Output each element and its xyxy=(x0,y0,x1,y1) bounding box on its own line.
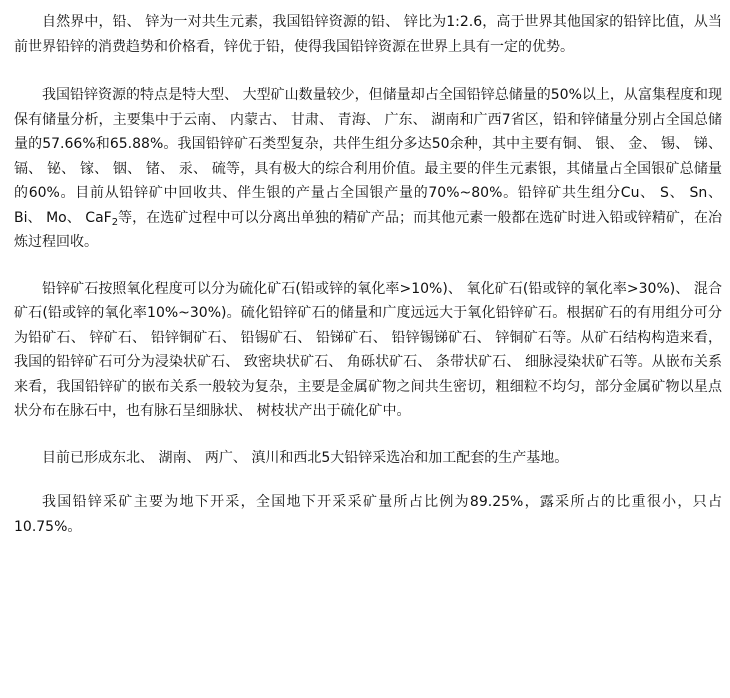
paragraph-text-continued: 等，在选矿过程中可以分离出单独的精矿产品；而其他元素一般都在选矿时进入铅或锌精矿，在冶炼过程回收。 xyxy=(14,209,722,250)
paragraph-production-bases: 目前已形成东北、 湖南、 两广、 滇川和西北5大铅锌采选冶和加工配套的生产基地。 xyxy=(42,449,569,466)
paragraph-resource-characteristics xyxy=(14,83,722,255)
paragraph-text: 我国铅锌资源的特点是特大型、 大型矿山数量较少，但储量却占全国铅锌总储量的50%以上，从富集程度和现保有储量分析，主要集中于云南、 内蒙古、 甘肃、 青海、 广东、 湖南和广西7省区，铅和锌储量分别占全国总储量的57.66%和65.88%。我国铅锌矿石类型复杂，共伴生组分多达50余种，其中主要有铜、 银、 金、 锡、 锑、 镉、 铋、 镓、 铟、 锗、 汞、 硫等，具有极大的综合利用价值。最主要的伴生元素银，其储量占全国银矿总储量的60%。目前从铅锌矿中回收共、伴生银的产量占全国银产量的70%~80%。铅锌矿共生组分Cu、 S、 Sn、 Bi、 Mo、 CaF xyxy=(14,87,722,226)
article-body xyxy=(14,10,722,539)
paragraph-lead-zinc-ratio: 自然界中，铅、 锌为一对共生元素，我国铅锌资源的铅、 锌比为1:2.6，高于世界其他国家的铅锌比值，从当前世界铅锌的消费趋势和价格看，锌优于铅，使得我国铅锌资源在世界上具有一定的优势。 xyxy=(14,14,722,55)
subscript-2: 2 xyxy=(111,216,119,228)
paragraph-ore-classification: 铅锌矿石按照氧化程度可以分为硫化矿石(铅或锌的氧化率>10%)、 氧化矿石(铅或锌的氧化率>30%)、 混合矿石(铅或锌的氧化率10%~30%)。硫化铅锌矿石的储量和广度远远大于氧化铅锌矿石。根据矿石的有用组分可分为铅矿石、 锌矿石、 铅锌铜矿石、 铅锡矿石、 铅锑矿石、 铅锌锡锑矿石、 锌铜矿石等。从矿石结构构造来看，我国的铅锌矿石可分为浸染状矿石、 致密块状矿石、 角砾状矿石、 条带状矿石、 细脉浸染状矿石等。从嵌布关系来看，我国铅锌矿的嵌布关系一般较为复杂，主要是金属矿物之间共生密切，粗细粒不均匀，部分金属矿物以星点状分布在脉石中，也有脉石呈细脉状、 树枝状产出于硫化矿中。 xyxy=(14,280,722,419)
paragraph-mining-methods: 我国铅锌采矿主要为地下开采，全国地下开采采矿量所占比例为89.25%，露采所占的比重很小，只占10.75%。 xyxy=(14,494,722,535)
